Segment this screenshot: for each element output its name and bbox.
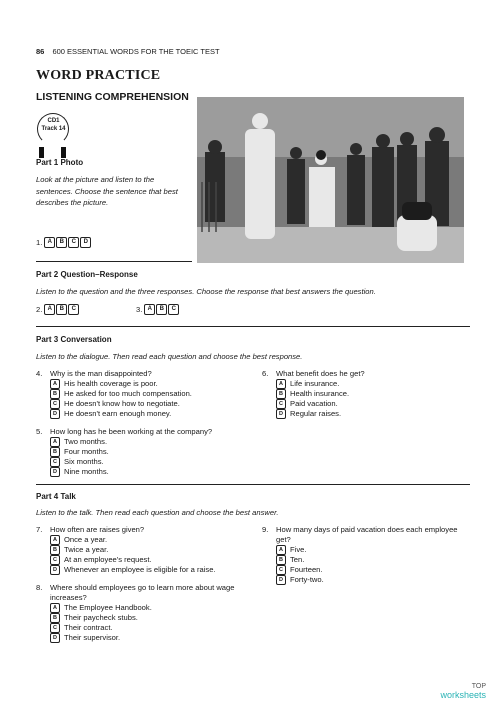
question-number: 3. (136, 305, 143, 314)
headphones-icon (37, 113, 70, 159)
option-a[interactable]: A Life insurance. (276, 379, 462, 389)
answer-bubble[interactable]: B (156, 304, 167, 315)
part4-heading: Part 4 Talk (36, 492, 76, 501)
part2-instructions: Listen to the question and the three responses. Choose the response that best answers the question. (36, 287, 376, 296)
question-9: 9. How many days of paid vacation does each employee get? A Five. B Ten. C Fourteen. D Forty-two. (262, 525, 462, 585)
answer-row-3 (136, 304, 179, 315)
answer-bubble[interactable]: D (80, 237, 91, 248)
watermark-logo: TOP worksheets (440, 683, 486, 700)
question-6: 6. What benefit does he get? A Life insurance. B Health insurance. C Paid vacation. D Regular raises. (262, 369, 462, 419)
option-d[interactable]: D Nine months. (50, 467, 256, 477)
option-b[interactable]: B Health insurance. (276, 389, 462, 399)
section-subtitle: LISTENING COMPREHENSION (36, 91, 189, 103)
part3-heading: Part 3 Conversation (36, 335, 112, 344)
divider (36, 261, 192, 262)
option-c[interactable]: C Their contract. (50, 623, 246, 633)
question-8: 8. Where should employees go to learn more about wage increases? A The Employee Handbook. B Their paycheck stubs. C Their contract. D Their supervisor. (36, 583, 246, 643)
question-4: 4. Why is the man disappointed? A His health coverage is poor. B He asked for too much compensation. C He doesn't know how to negotiate. D He doesn't earn enough money. (36, 369, 256, 419)
option-d[interactable]: D He doesn't earn enough money. (50, 409, 256, 419)
option-d[interactable]: D Regular raises. (276, 409, 462, 419)
cd-label: CD1 (47, 118, 60, 124)
option-a[interactable]: A Two months. (50, 437, 256, 447)
ceremony-photo (197, 97, 464, 263)
option-a[interactable]: A Five. (276, 545, 462, 555)
answer-bubble[interactable]: C (68, 237, 79, 248)
option-b[interactable]: B Ten. (276, 555, 462, 565)
question-number: 1. (36, 238, 43, 247)
part3-instructions: Listen to the dialogue. Then read each question and choose the best response. (36, 352, 303, 361)
part1-instructions: Look at the picture and listen to the sentences. Choose the sentence that best describes the picture. (36, 175, 178, 207)
option-b[interactable]: B He asked for too much compensation. (50, 389, 256, 399)
part4-instructions: Listen to the talk. Then read each question and choose the best answer. (36, 508, 279, 517)
option-c[interactable]: C He doesn't know how to negotiate. (50, 399, 256, 409)
book-title: 600 ESSENTIAL WORDS FOR THE TOEIC TEST (52, 47, 220, 56)
answer-bubble[interactable]: C (68, 304, 79, 315)
answer-bubble[interactable]: C (168, 304, 179, 315)
option-d[interactable]: D Forty-two. (276, 575, 462, 585)
question-number: 2. (36, 305, 43, 314)
track-label: Track 14 (41, 126, 66, 132)
divider (36, 326, 470, 327)
option-b[interactable]: B Twice a year. (50, 545, 261, 555)
question-7: 7. How often are raises given? A Once a year. B Twice a year. C At an employee's request. D Whenever an employee is eligible for a raise. (36, 525, 261, 575)
option-a[interactable]: A His health coverage is poor. (50, 379, 256, 389)
option-a[interactable]: A The Employee Handbook. (50, 603, 246, 613)
part2-heading: Part 2 Question–Response (36, 270, 138, 279)
answer-row-2 (36, 304, 79, 315)
option-b[interactable]: B Their paycheck stubs. (50, 613, 246, 623)
part1-heading: Part 1 Photo (36, 158, 84, 167)
option-c[interactable]: C Six months. (50, 457, 256, 467)
answer-bubble[interactable]: A (44, 237, 55, 248)
answer-bubble[interactable]: A (144, 304, 155, 315)
page-number: 86 (36, 47, 45, 56)
answer-bubble[interactable]: B (56, 237, 67, 248)
option-d[interactable]: D Their supervisor. (50, 633, 246, 643)
option-a[interactable]: A Once a year. (50, 535, 261, 545)
answer-row-1 (36, 237, 91, 248)
option-b[interactable]: B Four months. (50, 447, 256, 457)
answer-bubble[interactable]: A (44, 304, 55, 315)
option-d[interactable]: D Whenever an employee is eligible for a raise. (50, 565, 261, 575)
option-c[interactable]: C At an employee's request. (50, 555, 261, 565)
answer-bubble[interactable]: B (56, 304, 67, 315)
page-title: WORD PRACTICE (36, 68, 161, 83)
question-5: 5. How long has he been working at the company? A Two months. B Four months. C Six months. D Nine months. (36, 427, 256, 477)
divider (36, 484, 470, 485)
option-c[interactable]: C Fourteen. (276, 565, 462, 575)
option-c[interactable]: C Paid vacation. (276, 399, 462, 409)
running-header (36, 47, 220, 56)
